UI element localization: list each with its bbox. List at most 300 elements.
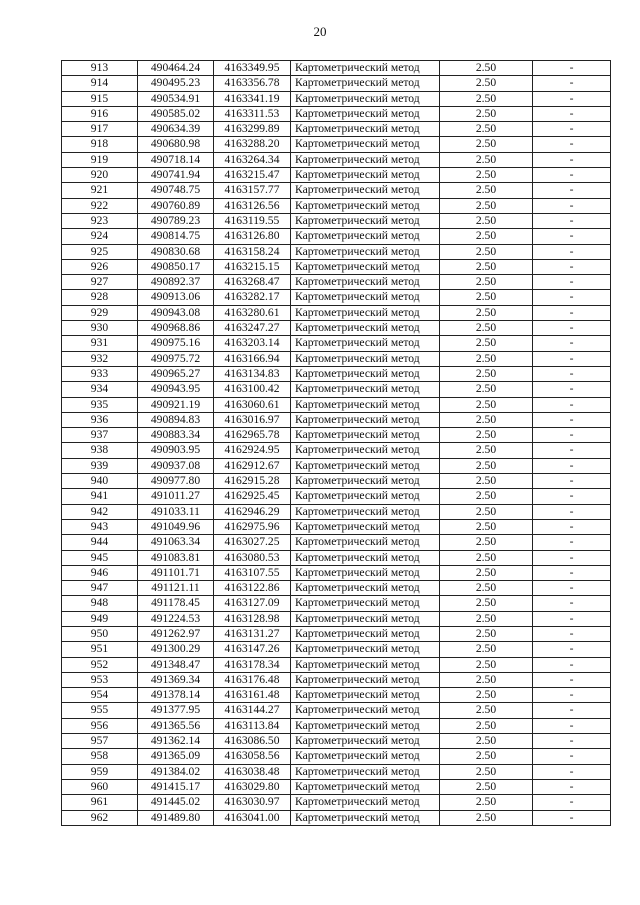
y-coordinate-cell: 4163128.98 — [214, 611, 291, 626]
dash-cell: - — [533, 137, 611, 152]
dash-cell: - — [533, 244, 611, 259]
dash-cell: - — [533, 535, 611, 550]
dash-cell: - — [533, 259, 611, 274]
dash-cell: - — [533, 688, 611, 703]
x-coordinate-cell: 491101.71 — [138, 565, 214, 580]
x-coordinate-cell: 490903.95 — [138, 443, 214, 458]
table-row — [62, 458, 611, 473]
method-cell: Картометрический метод — [291, 519, 440, 534]
point-number-cell: 945 — [62, 550, 138, 565]
method-cell: Картометрический метод — [291, 76, 440, 91]
table-row — [62, 810, 611, 825]
y-coordinate-cell: 4163029.80 — [214, 779, 291, 794]
point-number-cell: 962 — [62, 810, 138, 825]
x-coordinate-cell: 491348.47 — [138, 657, 214, 672]
x-coordinate-cell: 490965.27 — [138, 366, 214, 381]
method-cell: Картометрический метод — [291, 550, 440, 565]
dash-cell: - — [533, 61, 611, 76]
precision-cell: 2.50 — [440, 764, 533, 779]
precision-cell: 2.50 — [440, 688, 533, 703]
x-coordinate-cell: 491083.81 — [138, 550, 214, 565]
dash-cell: - — [533, 657, 611, 672]
dash-cell: - — [533, 412, 611, 427]
method-cell: Картометрический метод — [291, 642, 440, 657]
method-cell: Картометрический метод — [291, 688, 440, 703]
table-row — [62, 290, 611, 305]
method-cell: Картометрический метод — [291, 91, 440, 106]
point-number-cell: 946 — [62, 565, 138, 580]
table-row — [62, 366, 611, 381]
method-cell: Картометрический метод — [291, 474, 440, 489]
x-coordinate-cell: 490830.68 — [138, 244, 214, 259]
method-cell: Картометрический метод — [291, 336, 440, 351]
x-coordinate-cell: 490850.17 — [138, 259, 214, 274]
method-cell: Картометрический метод — [291, 611, 440, 626]
method-cell: Картометрический метод — [291, 259, 440, 274]
point-number-cell: 925 — [62, 244, 138, 259]
method-cell: Картометрический метод — [291, 397, 440, 412]
precision-cell: 2.50 — [440, 749, 533, 764]
point-number-cell: 921 — [62, 183, 138, 198]
method-cell: Картометрический метод — [291, 581, 440, 596]
method-cell: Картометрический метод — [291, 672, 440, 687]
precision-cell: 2.50 — [440, 795, 533, 810]
x-coordinate-cell: 490585.02 — [138, 106, 214, 121]
y-coordinate-cell: 4162915.28 — [214, 474, 291, 489]
precision-cell: 2.50 — [440, 397, 533, 412]
y-coordinate-cell: 4163134.83 — [214, 366, 291, 381]
table-row — [62, 321, 611, 336]
point-number-cell: 958 — [62, 749, 138, 764]
dash-cell: - — [533, 106, 611, 121]
precision-cell: 2.50 — [440, 428, 533, 443]
precision-cell: 2.50 — [440, 382, 533, 397]
method-cell: Картометрический метод — [291, 779, 440, 794]
precision-cell: 2.50 — [440, 734, 533, 749]
method-cell: Картометрический метод — [291, 734, 440, 749]
point-number-cell: 937 — [62, 428, 138, 443]
point-number-cell: 944 — [62, 535, 138, 550]
method-cell: Картометрический метод — [291, 718, 440, 733]
table-row — [62, 734, 611, 749]
method-cell: Картометрический метод — [291, 412, 440, 427]
y-coordinate-cell: 4163027.25 — [214, 535, 291, 550]
dash-cell: - — [533, 183, 611, 198]
dash-cell: - — [533, 764, 611, 779]
x-coordinate-cell: 491178.45 — [138, 596, 214, 611]
point-number-cell: 933 — [62, 366, 138, 381]
table-row — [62, 152, 611, 167]
point-number-cell: 955 — [62, 703, 138, 718]
table-row — [62, 795, 611, 810]
y-coordinate-cell: 4163131.27 — [214, 626, 291, 641]
method-cell: Картометрический метод — [291, 764, 440, 779]
dash-cell: - — [533, 718, 611, 733]
precision-cell: 2.50 — [440, 565, 533, 580]
point-number-cell: 935 — [62, 397, 138, 412]
point-number-cell: 918 — [62, 137, 138, 152]
point-number-cell: 913 — [62, 61, 138, 76]
dash-cell: - — [533, 474, 611, 489]
method-cell: Картометрический метод — [291, 458, 440, 473]
dash-cell: - — [533, 596, 611, 611]
precision-cell: 2.50 — [440, 259, 533, 274]
point-number-cell: 954 — [62, 688, 138, 703]
y-coordinate-cell: 4163126.80 — [214, 229, 291, 244]
point-number-cell: 916 — [62, 106, 138, 121]
precision-cell: 2.50 — [440, 458, 533, 473]
x-coordinate-cell: 490680.98 — [138, 137, 214, 152]
x-coordinate-cell: 491033.11 — [138, 504, 214, 519]
point-number-cell: 941 — [62, 489, 138, 504]
y-coordinate-cell: 4163122.86 — [214, 581, 291, 596]
method-cell: Картометрический метод — [291, 168, 440, 183]
dash-cell: - — [533, 76, 611, 91]
y-coordinate-cell: 4163144.27 — [214, 703, 291, 718]
y-coordinate-cell: 4162924.95 — [214, 443, 291, 458]
y-coordinate-cell: 4163127.09 — [214, 596, 291, 611]
y-coordinate-cell: 4163060.61 — [214, 397, 291, 412]
method-cell: Картометрический метод — [291, 703, 440, 718]
table-row — [62, 122, 611, 137]
y-coordinate-cell: 4163158.24 — [214, 244, 291, 259]
precision-cell: 2.50 — [440, 779, 533, 794]
coordinates-table — [61, 60, 611, 826]
y-coordinate-cell: 4163280.61 — [214, 305, 291, 320]
dash-cell: - — [533, 351, 611, 366]
x-coordinate-cell: 490937.08 — [138, 458, 214, 473]
point-number-cell: 919 — [62, 152, 138, 167]
method-cell: Картометрический метод — [291, 596, 440, 611]
precision-cell: 2.50 — [440, 229, 533, 244]
point-number-cell: 923 — [62, 213, 138, 228]
x-coordinate-cell: 490943.08 — [138, 305, 214, 320]
point-number-cell: 922 — [62, 198, 138, 213]
precision-cell: 2.50 — [440, 489, 533, 504]
x-coordinate-cell: 491063.34 — [138, 535, 214, 550]
precision-cell: 2.50 — [440, 642, 533, 657]
precision-cell: 2.50 — [440, 336, 533, 351]
x-coordinate-cell: 491369.34 — [138, 672, 214, 687]
point-number-cell: 917 — [62, 122, 138, 137]
precision-cell: 2.50 — [440, 137, 533, 152]
method-cell: Картометрический метод — [291, 535, 440, 550]
precision-cell: 2.50 — [440, 810, 533, 825]
method-cell: Картометрический метод — [291, 290, 440, 305]
x-coordinate-cell: 490894.83 — [138, 412, 214, 427]
table-row — [62, 213, 611, 228]
y-coordinate-cell: 4163176.48 — [214, 672, 291, 687]
x-coordinate-cell: 491415.17 — [138, 779, 214, 794]
precision-cell: 2.50 — [440, 657, 533, 672]
y-coordinate-cell: 4163178.34 — [214, 657, 291, 672]
dash-cell: - — [533, 91, 611, 106]
x-coordinate-cell: 491378.14 — [138, 688, 214, 703]
method-cell: Картометрический метод — [291, 229, 440, 244]
dash-cell: - — [533, 672, 611, 687]
y-coordinate-cell: 4162965.78 — [214, 428, 291, 443]
point-number-cell: 939 — [62, 458, 138, 473]
precision-cell: 2.50 — [440, 122, 533, 137]
precision-cell: 2.50 — [440, 581, 533, 596]
y-coordinate-cell: 4163299.89 — [214, 122, 291, 137]
y-coordinate-cell: 4162912.67 — [214, 458, 291, 473]
table-row — [62, 61, 611, 76]
table-row — [62, 703, 611, 718]
x-coordinate-cell: 490718.14 — [138, 152, 214, 167]
table-row — [62, 489, 611, 504]
dash-cell: - — [533, 795, 611, 810]
point-number-cell: 920 — [62, 168, 138, 183]
x-coordinate-cell: 490464.24 — [138, 61, 214, 76]
precision-cell: 2.50 — [440, 626, 533, 641]
y-coordinate-cell: 4163166.94 — [214, 351, 291, 366]
method-cell: Картометрический метод — [291, 626, 440, 641]
precision-cell: 2.50 — [440, 168, 533, 183]
x-coordinate-cell: 491445.02 — [138, 795, 214, 810]
dash-cell: - — [533, 321, 611, 336]
table-row — [62, 382, 611, 397]
dash-cell: - — [533, 382, 611, 397]
table-row — [62, 581, 611, 596]
precision-cell: 2.50 — [440, 596, 533, 611]
precision-cell: 2.50 — [440, 443, 533, 458]
page-number: 20 — [313, 24, 327, 39]
point-number-cell: 957 — [62, 734, 138, 749]
x-coordinate-cell: 490741.94 — [138, 168, 214, 183]
method-cell: Картометрический метод — [291, 122, 440, 137]
x-coordinate-cell: 490913.06 — [138, 290, 214, 305]
precision-cell: 2.50 — [440, 611, 533, 626]
point-number-cell: 927 — [62, 275, 138, 290]
y-coordinate-cell: 4163126.56 — [214, 198, 291, 213]
precision-cell: 2.50 — [440, 703, 533, 718]
table-row — [62, 550, 611, 565]
y-coordinate-cell: 4163247.27 — [214, 321, 291, 336]
point-number-cell: 936 — [62, 412, 138, 427]
point-number-cell: 948 — [62, 596, 138, 611]
table-row — [62, 764, 611, 779]
dash-cell: - — [533, 458, 611, 473]
table-row — [62, 504, 611, 519]
precision-cell: 2.50 — [440, 198, 533, 213]
precision-cell: 2.50 — [440, 76, 533, 91]
y-coordinate-cell: 4162925.45 — [214, 489, 291, 504]
precision-cell: 2.50 — [440, 275, 533, 290]
precision-cell: 2.50 — [440, 152, 533, 167]
dash-cell: - — [533, 428, 611, 443]
y-coordinate-cell: 4163113.84 — [214, 718, 291, 733]
point-number-cell: 953 — [62, 672, 138, 687]
dash-cell: - — [533, 810, 611, 825]
table-row — [62, 336, 611, 351]
x-coordinate-cell: 491489.80 — [138, 810, 214, 825]
method-cell: Картометрический метод — [291, 61, 440, 76]
method-cell: Картометрический метод — [291, 382, 440, 397]
table-row — [62, 688, 611, 703]
precision-cell: 2.50 — [440, 366, 533, 381]
dash-cell: - — [533, 443, 611, 458]
y-coordinate-cell: 4163086.50 — [214, 734, 291, 749]
x-coordinate-cell: 491365.56 — [138, 718, 214, 733]
point-number-cell: 943 — [62, 519, 138, 534]
y-coordinate-cell: 4163147.26 — [214, 642, 291, 657]
method-cell: Картометрический метод — [291, 152, 440, 167]
method-cell: Картометрический метод — [291, 810, 440, 825]
dash-cell: - — [533, 703, 611, 718]
precision-cell: 2.50 — [440, 519, 533, 534]
method-cell: Картометрический метод — [291, 213, 440, 228]
y-coordinate-cell: 4163349.95 — [214, 61, 291, 76]
dash-cell: - — [533, 198, 611, 213]
precision-cell: 2.50 — [440, 91, 533, 106]
table-row — [62, 428, 611, 443]
y-coordinate-cell: 4163080.53 — [214, 550, 291, 565]
y-coordinate-cell: 4163058.56 — [214, 749, 291, 764]
precision-cell: 2.50 — [440, 504, 533, 519]
precision-cell: 2.50 — [440, 305, 533, 320]
x-coordinate-cell: 491262.97 — [138, 626, 214, 641]
point-number-cell: 930 — [62, 321, 138, 336]
point-number-cell: 950 — [62, 626, 138, 641]
y-coordinate-cell: 4163030.97 — [214, 795, 291, 810]
point-number-cell: 956 — [62, 718, 138, 733]
method-cell: Картометрический метод — [291, 366, 440, 381]
dash-cell: - — [533, 275, 611, 290]
table-row — [62, 91, 611, 106]
table-row — [62, 443, 611, 458]
x-coordinate-cell: 491011.27 — [138, 489, 214, 504]
table-row — [62, 565, 611, 580]
point-number-cell: 931 — [62, 336, 138, 351]
x-coordinate-cell: 490634.39 — [138, 122, 214, 137]
point-number-cell: 940 — [62, 474, 138, 489]
x-coordinate-cell: 490968.86 — [138, 321, 214, 336]
x-coordinate-cell: 490534.91 — [138, 91, 214, 106]
y-coordinate-cell: 4163215.15 — [214, 259, 291, 274]
y-coordinate-cell: 4163288.20 — [214, 137, 291, 152]
method-cell: Картометрический метод — [291, 305, 440, 320]
table-row — [62, 657, 611, 672]
y-coordinate-cell: 4163264.34 — [214, 152, 291, 167]
dash-cell: - — [533, 581, 611, 596]
dash-cell: - — [533, 305, 611, 320]
y-coordinate-cell: 4163100.42 — [214, 382, 291, 397]
precision-cell: 2.50 — [440, 672, 533, 687]
precision-cell: 2.50 — [440, 321, 533, 336]
precision-cell: 2.50 — [440, 213, 533, 228]
precision-cell: 2.50 — [440, 412, 533, 427]
y-coordinate-cell: 4163157.77 — [214, 183, 291, 198]
y-coordinate-cell: 4163356.78 — [214, 76, 291, 91]
method-cell: Картометрический метод — [291, 275, 440, 290]
table-row — [62, 183, 611, 198]
dash-cell: - — [533, 749, 611, 764]
method-cell: Картометрический метод — [291, 749, 440, 764]
dash-cell: - — [533, 779, 611, 794]
method-cell: Картометрический метод — [291, 137, 440, 152]
point-number-cell: 924 — [62, 229, 138, 244]
method-cell: Картометрический метод — [291, 351, 440, 366]
table-row — [62, 137, 611, 152]
method-cell: Картометрический метод — [291, 106, 440, 121]
y-coordinate-cell: 4162975.96 — [214, 519, 291, 534]
x-coordinate-cell: 491365.09 — [138, 749, 214, 764]
x-coordinate-cell: 490814.75 — [138, 229, 214, 244]
method-cell: Картометрический метод — [291, 489, 440, 504]
x-coordinate-cell: 490883.34 — [138, 428, 214, 443]
method-cell: Картометрический метод — [291, 795, 440, 810]
table-row — [62, 229, 611, 244]
point-number-cell: 959 — [62, 764, 138, 779]
table-row — [62, 168, 611, 183]
precision-cell: 2.50 — [440, 550, 533, 565]
x-coordinate-cell: 490789.23 — [138, 213, 214, 228]
method-cell: Картометрический метод — [291, 504, 440, 519]
precision-cell: 2.50 — [440, 61, 533, 76]
dash-cell: - — [533, 611, 611, 626]
dash-cell: - — [533, 122, 611, 137]
y-coordinate-cell: 4163041.00 — [214, 810, 291, 825]
x-coordinate-cell: 491121.11 — [138, 581, 214, 596]
point-number-cell: 938 — [62, 443, 138, 458]
table-row — [62, 397, 611, 412]
point-number-cell: 914 — [62, 76, 138, 91]
precision-cell: 2.50 — [440, 718, 533, 733]
x-coordinate-cell: 490495.23 — [138, 76, 214, 91]
point-number-cell: 952 — [62, 657, 138, 672]
precision-cell: 2.50 — [440, 183, 533, 198]
table-row — [62, 779, 611, 794]
x-coordinate-cell: 491224.53 — [138, 611, 214, 626]
dash-cell: - — [533, 626, 611, 641]
table-row — [62, 519, 611, 534]
x-coordinate-cell: 491384.02 — [138, 764, 214, 779]
table-row — [62, 611, 611, 626]
x-coordinate-cell: 491362.14 — [138, 734, 214, 749]
dash-cell: - — [533, 168, 611, 183]
dash-cell: - — [533, 565, 611, 580]
method-cell: Картометрический метод — [291, 198, 440, 213]
dash-cell: - — [533, 642, 611, 657]
dash-cell: - — [533, 213, 611, 228]
table-row — [62, 259, 611, 274]
dash-cell: - — [533, 550, 611, 565]
dash-cell: - — [533, 489, 611, 504]
table-row — [62, 474, 611, 489]
method-cell: Картометрический метод — [291, 443, 440, 458]
x-coordinate-cell: 490943.95 — [138, 382, 214, 397]
table-row — [62, 244, 611, 259]
precision-cell: 2.50 — [440, 351, 533, 366]
precision-cell: 2.50 — [440, 290, 533, 305]
table-row — [62, 749, 611, 764]
point-number-cell: 934 — [62, 382, 138, 397]
y-coordinate-cell: 4163203.14 — [214, 336, 291, 351]
x-coordinate-cell: 490892.37 — [138, 275, 214, 290]
method-cell: Картометрический метод — [291, 565, 440, 580]
point-number-cell: 942 — [62, 504, 138, 519]
table-row — [62, 412, 611, 427]
dash-cell: - — [533, 734, 611, 749]
dash-cell: - — [533, 504, 611, 519]
x-coordinate-cell: 490977.80 — [138, 474, 214, 489]
y-coordinate-cell: 4163215.47 — [214, 168, 291, 183]
method-cell: Картометрический метод — [291, 183, 440, 198]
method-cell: Картометрический метод — [291, 657, 440, 672]
point-number-cell: 947 — [62, 581, 138, 596]
x-coordinate-cell: 491377.95 — [138, 703, 214, 718]
